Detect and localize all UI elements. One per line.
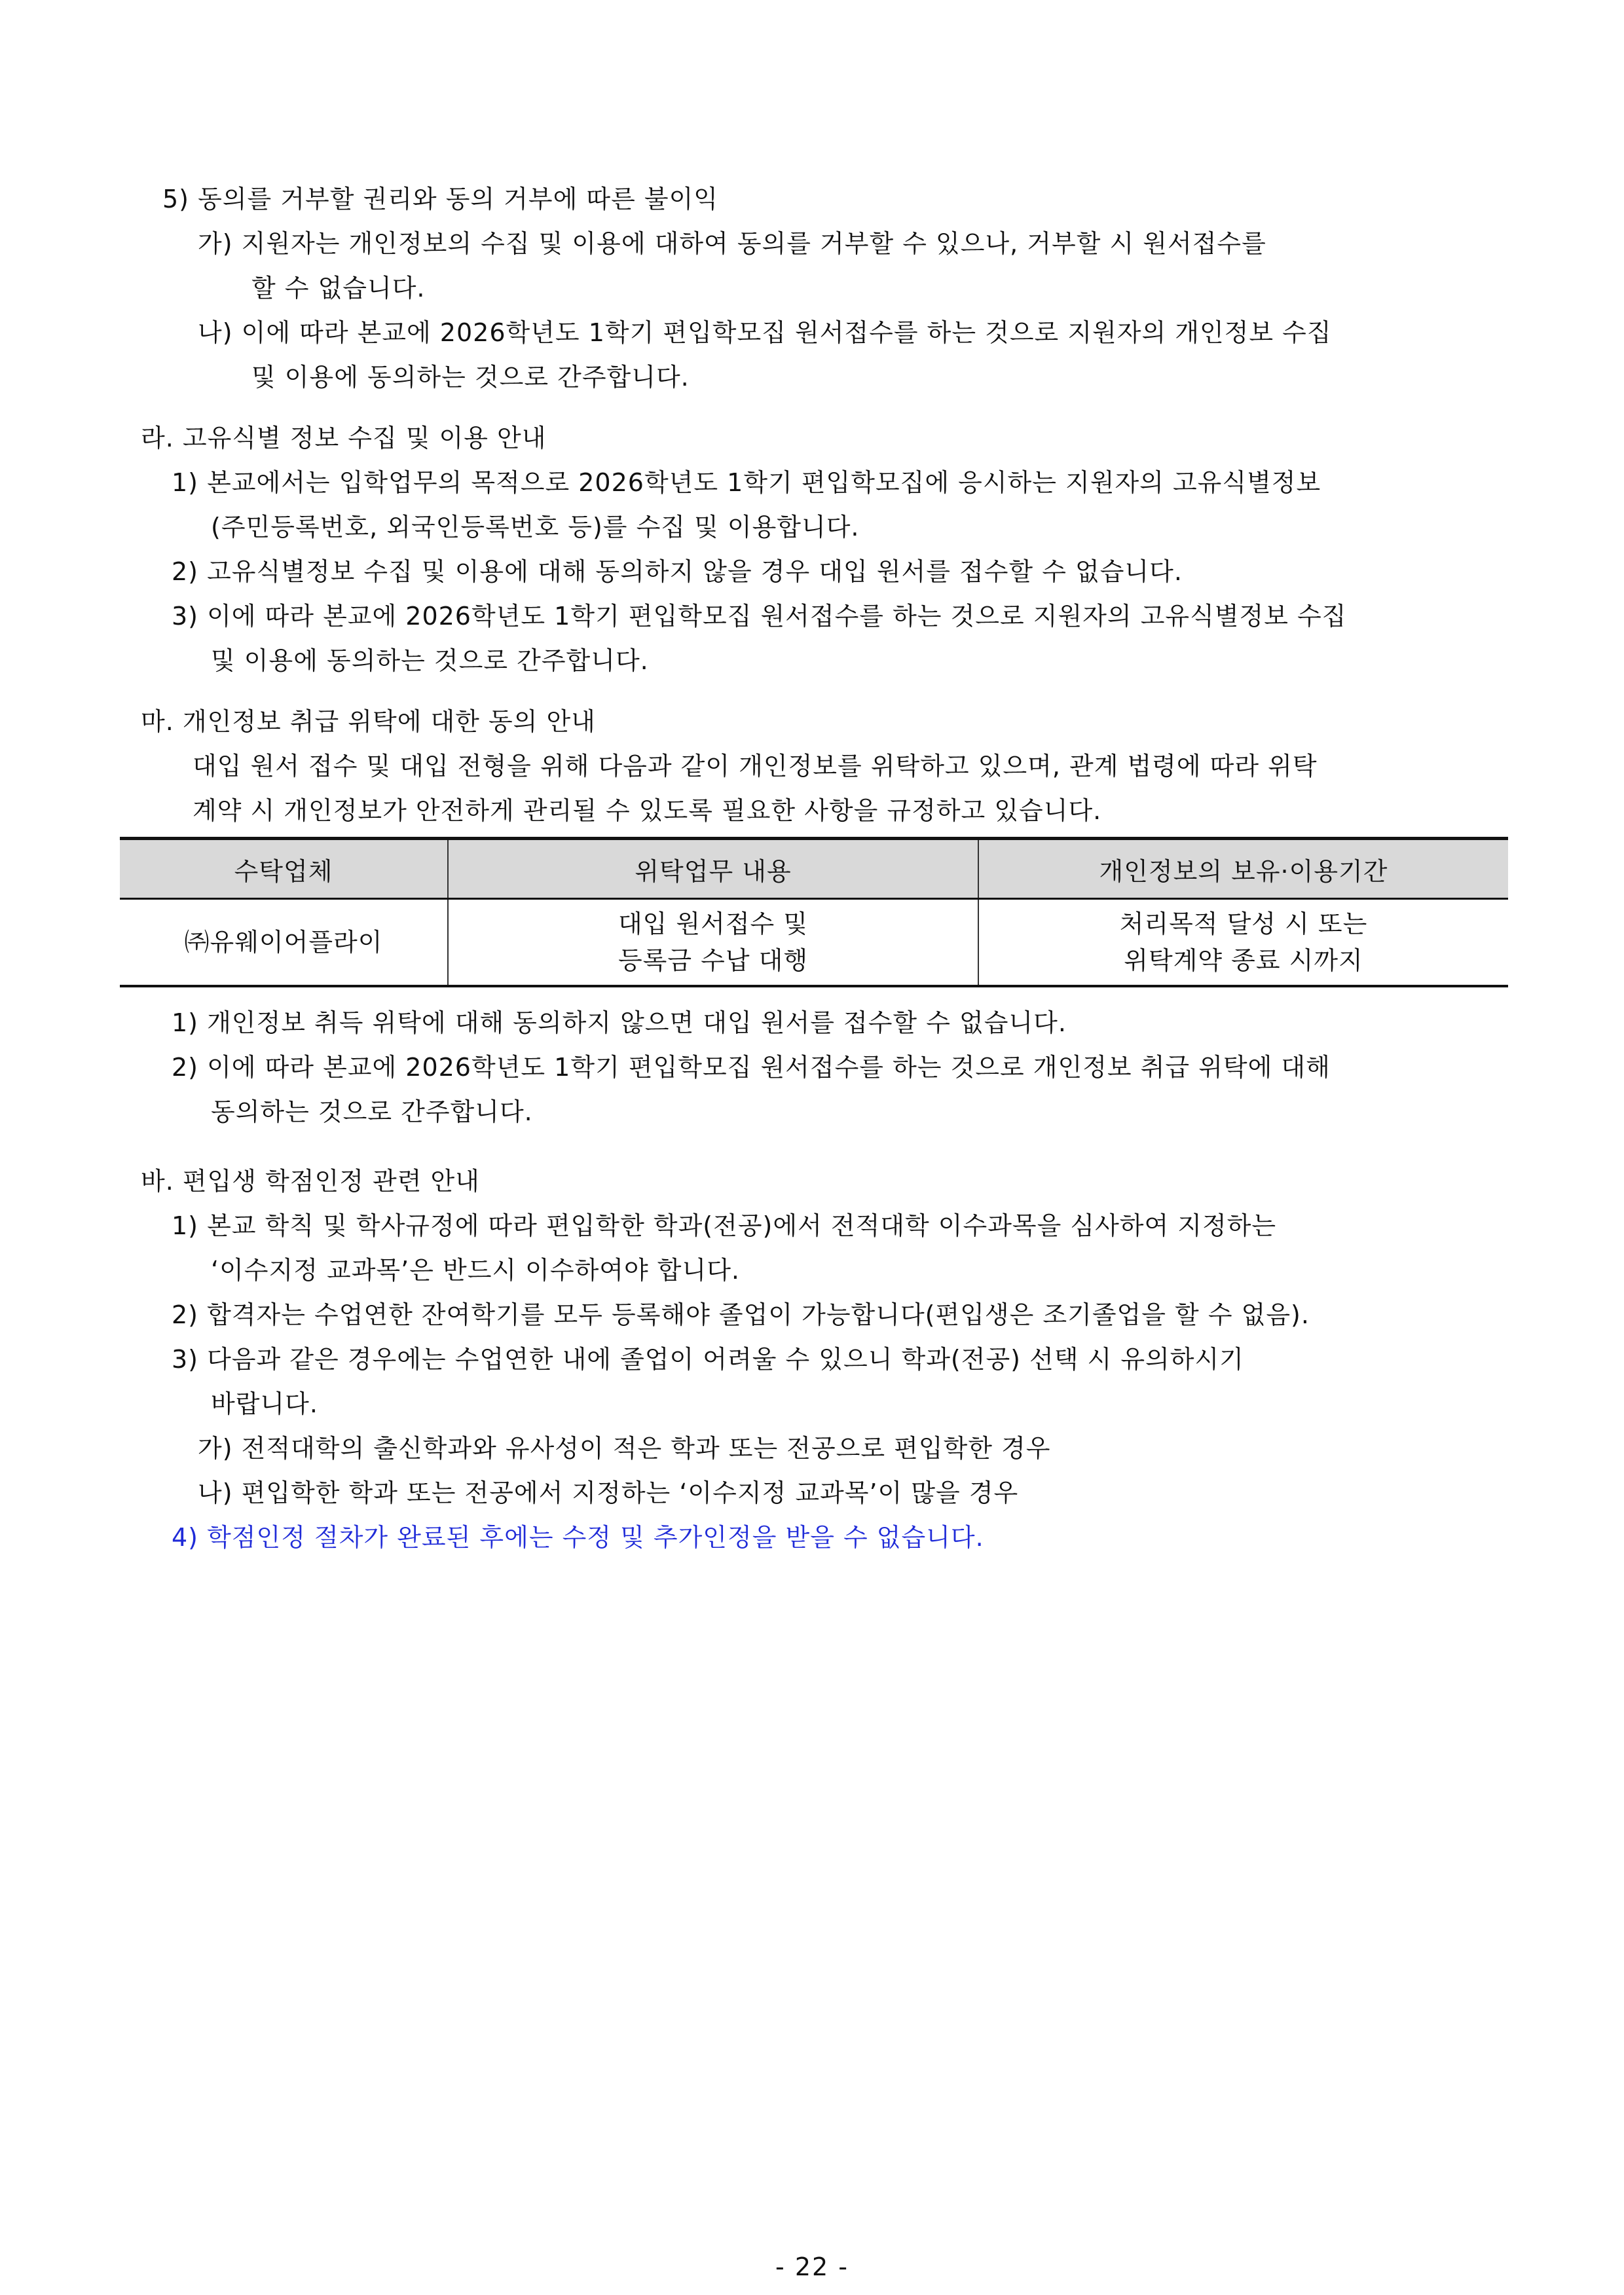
text-line: 5) 동의를 거부할 권리와 동의 거부에 따른 불이익 (162, 185, 719, 213)
cell-period (978, 899, 1508, 987)
text-line: 1) 본교 학칙 및 학사규정에 따라 편입학한 학과(전공)에서 전적대학 이수과목을 심사하여 지정하는 (172, 1211, 1277, 1240)
cell-period-line1: 처리목적 달성 시 또는 (1119, 909, 1368, 938)
header-period: 개인정보의 보유·이용기간 (978, 839, 1508, 899)
text-line: 1) 개인정보 취득 위탁에 대해 동의하지 않으면 대입 원서를 접수할 수 없습니다. (172, 1008, 1067, 1037)
text-line: 마. 개인정보 취급 위탁에 대한 동의 안내 (141, 707, 596, 736)
text-line: 1) 본교에서는 입학업무의 목적으로 2026학년도 1학기 편입학모집에 응시하는 지원자의 고유식별정보 (172, 468, 1321, 497)
text-line: 바랍니다. (211, 1389, 318, 1418)
text-line: ‘이수지정 교과목’은 반드시 이수하여야 합니다. (211, 1256, 741, 1285)
text-line: 바. 편입생 학점인정 관련 안내 (141, 1167, 480, 1196)
text-line: 3) 이에 따라 본교에 2026학년도 1학기 편입학모집 원서접수를 하는 것으로 지원자의 고유식별정보 수집 (172, 602, 1347, 631)
cell-task (448, 899, 978, 987)
header-company: 수탁업체 (120, 839, 448, 899)
text-line: 2) 고유식별정보 수집 및 이용에 대해 동의하지 않을 경우 대입 원서를 접수할 수 없습니다. (172, 557, 1183, 586)
text-line: 라. 고유식별 정보 수집 및 이용 안내 (141, 424, 547, 452)
text-line: 할 수 없습니다. (251, 274, 426, 303)
text-line: 및 이용에 동의하는 것으로 간주합니다. (211, 646, 649, 675)
cell-period-line2: 위탁계약 종료 시까지 (1124, 946, 1363, 975)
text-line: 및 이용에 동의하는 것으로 간주합니다. (251, 363, 690, 392)
text-line: 대입 원서 접수 및 대입 전형을 위해 다음과 같이 개인정보를 위탁하고 있으며, 관계 법령에 따라 위탁 (193, 752, 1318, 780)
text-line: 계약 시 개인정보가 안전하게 관리될 수 있도록 필요한 사항을 규정하고 있습니다. (193, 796, 1102, 825)
text-line: 가) 지원자는 개인정보의 수집 및 이용에 대하여 동의를 거부할 수 있으나, 거부할 시 원서접수를 (198, 229, 1266, 258)
page-number: - 22 - (775, 2252, 849, 2281)
cell-task-line1: 대입 원서접수 및 (618, 909, 809, 938)
table-row (120, 899, 1508, 987)
table-header-row (120, 839, 1508, 899)
text-line: (주민등록번호, 외국인등록번호 등)를 수집 및 이용합니다. (211, 513, 860, 542)
text-line: 2) 이에 따라 본교에 2026학년도 1학기 편입학모집 원서접수를 하는 것으로 개인정보 취급 위탁에 대해 (172, 1053, 1331, 1082)
trust-table (120, 837, 1508, 987)
text-line: 나) 편입학한 학과 또는 전공에서 지정하는 ‘이수지정 교과목’이 많을 경우 (198, 1478, 1019, 1507)
cell-company: ㈜유웨이어플라이 (120, 899, 448, 987)
text-line: 2) 합격자는 수업연한 잔여학기를 모두 등록해야 졸업이 가능합니다(편입생은 조기졸업을 할 수 없음). (172, 1300, 1310, 1329)
text-line: 동의하는 것으로 간주합니다. (211, 1097, 533, 1126)
header-task: 위탁업무 내용 (448, 839, 978, 899)
text-line: 나) 이에 따라 본교에 2026학년도 1학기 편입학모집 원서접수를 하는 것으로 지원자의 개인정보 수집 (198, 318, 1332, 347)
cell-task-line2: 등록금 수납 대행 (618, 946, 809, 975)
text-line: 가) 전적대학의 출신학과와 유사성이 적은 학과 또는 전공으로 편입학한 경우 (198, 1434, 1051, 1463)
text-line: 4) 학점인정 절차가 완료된 후에는 수정 및 추가인정을 받을 수 없습니다. (172, 1523, 984, 1552)
text-line: 3) 다음과 같은 경우에는 수업연한 내에 졸업이 어려울 수 있으니 학과(전공) 선택 시 유의하시기 (172, 1345, 1244, 1374)
